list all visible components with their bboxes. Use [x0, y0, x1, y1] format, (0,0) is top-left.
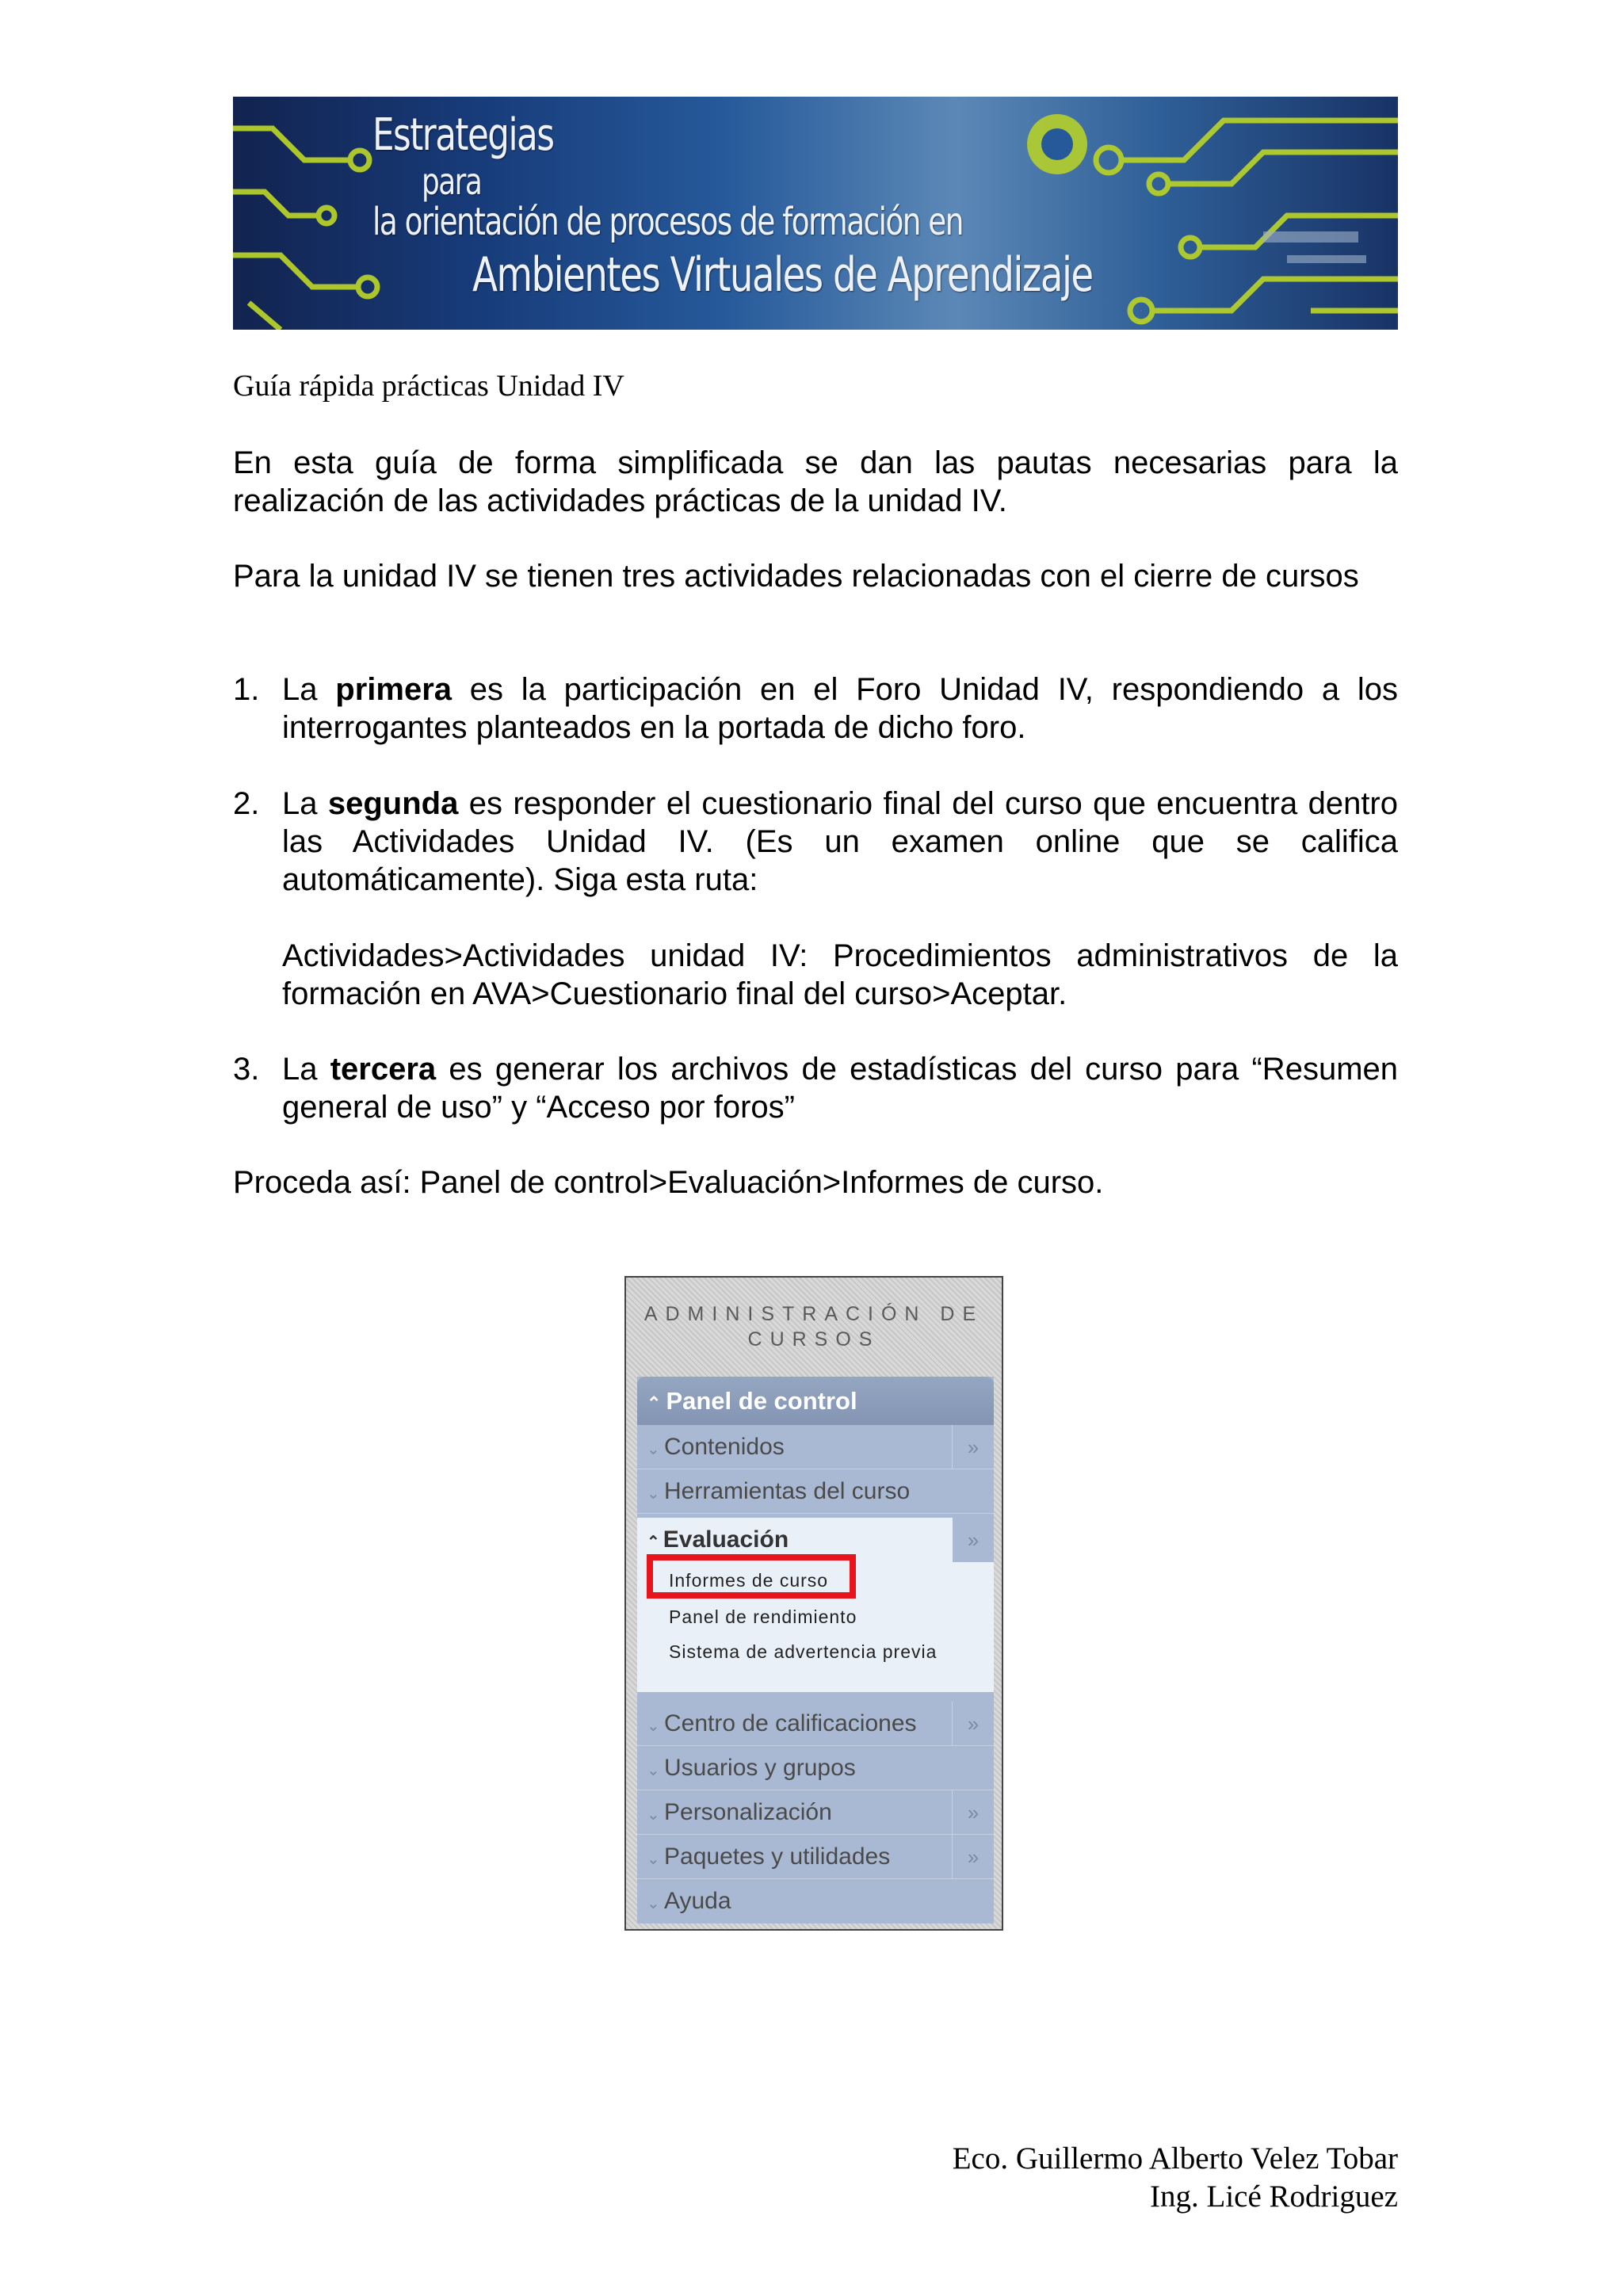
control-panel: [637, 1377, 994, 1924]
intro-paragraph: En esta guía de forma simplificada se dan las pautas necesarias para la realización de las actividades prácticas de la unidad IV.: [233, 445, 1398, 518]
menu-item-evaluacion[interactable]: ⌃ Evaluación: [647, 1526, 789, 1553]
submenu-informes-de-curso[interactable]: Informes de curso: [669, 1570, 829, 1591]
author-line-1: Eco. Guillermo Alberto Velez Tobar: [952, 2141, 1398, 2176]
menu-item-contenidos[interactable]: ⌄ Contenidos »: [637, 1425, 994, 1469]
chevron-down-icon: ⌄: [647, 1806, 660, 1824]
menu-title-line-1: ADMINISTRACIÓN DE: [643, 1303, 984, 1325]
evaluation-section: [637, 1518, 994, 1692]
double-chevron-right-icon[interactable]: »: [952, 1425, 994, 1469]
bold-term: primera: [335, 672, 453, 707]
chevron-up-icon: ⌃: [647, 1393, 662, 1413]
list-item-3: 3. La tercera es generar los archivos de estadísticas del curso para “Resumen general de uso” y “Acceso por foros”: [233, 1052, 1399, 1125]
banner-line-3: la orientación de procesos de formación en: [372, 200, 963, 244]
author-line-2: Ing. Licé Rodriguez: [1150, 2179, 1398, 2214]
double-chevron-right-icon[interactable]: »: [953, 1518, 994, 1562]
double-chevron-right-icon[interactable]: »: [952, 1702, 994, 1746]
document-subtitle: Guía rápida prácticas Unidad IV: [233, 369, 624, 403]
intro-paragraph-2: Para la unidad IV se tienen tres actividades relacionadas con el cierre de cursos: [233, 559, 1359, 594]
menu-item-centro-calificaciones[interactable]: ⌄ Centro de calificaciones »: [637, 1702, 994, 1746]
submenu-sistema-advertencia[interactable]: Sistema de advertencia previa: [669, 1641, 938, 1662]
double-chevron-right-icon[interactable]: »: [952, 1790, 994, 1835]
chevron-down-icon: ⌄: [647, 1717, 660, 1735]
proceed-paragraph: Proceda así: Panel de control>Evaluación>Informes de curso.: [233, 1165, 1104, 1200]
menu-item-herramientas[interactable]: ⌄ Herramientas del curso: [637, 1469, 994, 1514]
list-number: 2.: [233, 786, 260, 821]
bold-term: tercera: [330, 1052, 437, 1087]
menu-title-line-2: CURSOS: [747, 1328, 880, 1350]
chevron-down-icon: ⌄: [647, 1441, 660, 1458]
list-item-1: 1. La primera es la participación en el Foro Unidad IV, respondiendo a los interrogantes planteados en la portada de dicho foro.: [233, 672, 1399, 745]
menu-item-ayuda[interactable]: ⌄ Ayuda: [637, 1879, 994, 1924]
menu-item-usuarios-grupos[interactable]: ⌄ Usuarios y grupos: [637, 1746, 994, 1790]
list-number: 3.: [233, 1052, 260, 1087]
chevron-up-icon: ⌃: [647, 1534, 660, 1551]
banner-line-4: Ambientes Virtuales de Aprendizaje: [472, 247, 1093, 303]
list-number: 1.: [233, 672, 260, 707]
route-text: Actividades>Actividades unidad IV: Procedimientos administrativos de la formación en AVA>Cuestionario final del curso>Aceptar.: [282, 938, 1398, 1011]
control-panel-header[interactable]: ⌃ Panel de control: [637, 1377, 994, 1425]
bold-term: segunda: [327, 786, 459, 821]
banner-line-2: para: [422, 160, 482, 203]
banner-line-1: Estrategias: [372, 109, 554, 161]
double-chevron-right-icon[interactable]: »: [952, 1835, 994, 1879]
menu-item-personalizacion[interactable]: ⌄ Personalización »: [637, 1790, 994, 1835]
submenu-panel-de-rendimiento[interactable]: Panel de rendimiento: [669, 1606, 857, 1627]
chevron-down-icon: ⌄: [647, 1485, 660, 1503]
chevron-down-icon: ⌄: [647, 1762, 660, 1779]
header-banner: [233, 97, 1398, 330]
course-admin-menu: [624, 1276, 1003, 1931]
chevron-down-icon: ⌄: [647, 1851, 660, 1868]
menu-item-paquetes-utilidades[interactable]: ⌄ Paquetes y utilidades »: [637, 1835, 994, 1879]
list-item-2: 2. La segunda es responder el cuestionario final del curso que encuentra dentro las Actividades Unidad IV. (Es un examen online que se califica automáticamente). Siga esta ruta:: [233, 786, 1398, 897]
chevron-down-icon: ⌄: [647, 1895, 660, 1912]
